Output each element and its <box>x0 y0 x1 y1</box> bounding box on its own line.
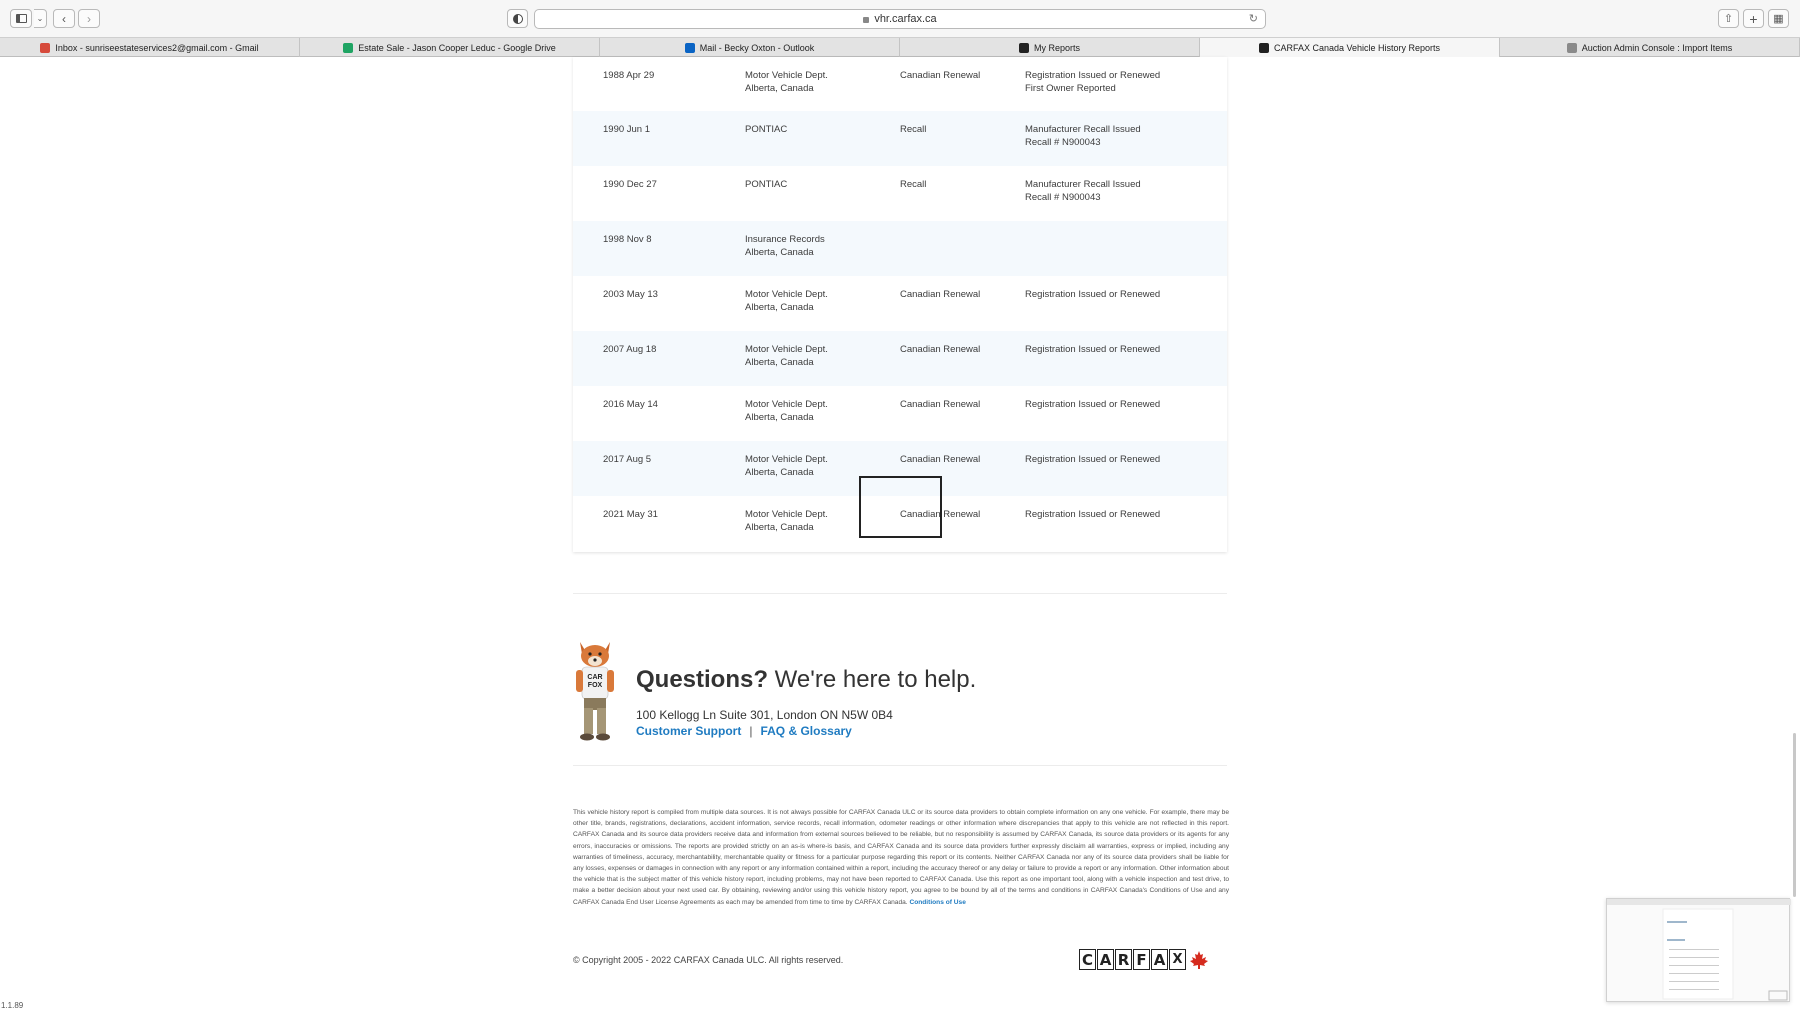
link-separator: | <box>749 724 753 738</box>
record-date-text: 2007 Aug 18 <box>603 344 657 355</box>
forward-button[interactable] <box>78 9 100 28</box>
browser-tab-label: Inbox - sunriseestateservices2@gmail.com - Gmail <box>55 42 259 53</box>
browser-tab-label: Mail - Becky Oxton - Outlook <box>699 42 815 53</box>
share-icon: ⇧ <box>1723 13 1734 25</box>
record-date-cell <box>573 496 745 551</box>
faq-glossary-link[interactable]: FAQ & Glossary <box>760 724 852 738</box>
thumbnail-image <box>1607 899 1791 1003</box>
record-source-cell <box>745 386 900 441</box>
version-label: 1.1.89 <box>1 1001 24 1010</box>
maple-leaf-icon <box>1189 950 1209 970</box>
record-type-text: Canadian Renewal <box>900 70 981 81</box>
table-row <box>573 57 1227 111</box>
tab-bar <box>0 37 1800 57</box>
help-heading-rest: We're here to help. <box>768 666 977 693</box>
record-source-text: PONTIAC <box>745 179 788 190</box>
browser-tab-label: Auction Admin Console : Import Items <box>1581 42 1733 53</box>
footer-divider <box>573 765 1227 766</box>
shield-icon <box>513 14 523 24</box>
outlook-icon <box>685 43 695 53</box>
sidebar-icon <box>16 14 27 23</box>
record-source-text: Motor Vehicle Dept. <box>745 70 828 81</box>
browser-tab[interactable] <box>900 38 1200 57</box>
record-details-text: Registration Issued or Renewed <box>1025 289 1161 300</box>
browser-tab-label: Estate Sale - Jason Cooper Leduc - Google Drive <box>358 42 556 53</box>
carfax-icon <box>1019 43 1029 53</box>
logo-letter: R <box>1115 949 1132 970</box>
record-type-cell <box>900 111 1025 166</box>
copyright-notice: © Copyright 2005 - 2022 CARFAX Canada ULC. All rights reserved. <box>573 955 844 965</box>
record-details-cell <box>1025 496 1227 551</box>
chevron-right-icon: › <box>87 11 91 26</box>
table-row <box>573 221 1227 276</box>
record-details-cell <box>1025 331 1227 386</box>
record-type-cell <box>900 57 1025 111</box>
record-source-text: Alberta, Canada <box>745 412 814 423</box>
record-type-cell <box>900 166 1025 221</box>
chevron-down-icon: ⌄ <box>36 14 44 23</box>
logo-letter: C <box>1079 949 1096 970</box>
record-details-cell <box>1025 111 1227 166</box>
record-source-cell <box>745 221 900 276</box>
record-type-text: Recall <box>900 124 927 135</box>
record-details-text: Manufacturer Recall Issued <box>1025 124 1141 135</box>
record-details-text: Registration Issued or Renewed <box>1025 344 1161 355</box>
record-details-cell <box>1025 441 1227 496</box>
record-source-cell <box>745 57 900 111</box>
share-button[interactable] <box>1718 9 1739 28</box>
record-type-cell <box>900 331 1025 386</box>
chevron-left-icon: ‹ <box>62 11 66 26</box>
app-icon <box>1567 43 1577 53</box>
svg-text:CAR: CAR <box>587 674 603 681</box>
record-details-text: Recall # N900043 <box>1025 137 1101 148</box>
legal-disclaimer <box>573 807 1229 908</box>
browser-tab[interactable] <box>1200 38 1500 57</box>
record-type-text: Canadian Renewal <box>900 509 981 520</box>
browser-tab-label: My Reports <box>1033 42 1080 53</box>
record-details-text: First Owner Reported <box>1025 83 1116 94</box>
record-source-text: Alberta, Canada <box>745 302 814 313</box>
record-date-text: 1998 Nov 8 <box>603 234 652 245</box>
record-details-text: Registration Issued or Renewed <box>1025 70 1161 81</box>
back-button[interactable] <box>53 9 75 28</box>
url-text: vhr.carfax.ca <box>874 13 937 25</box>
record-date-cell <box>573 441 745 496</box>
record-date-cell <box>573 331 745 386</box>
record-details-text: Registration Issued or Renewed <box>1025 454 1161 465</box>
carfax-logo <box>1079 949 1209 970</box>
record-details-text: Recall # N900043 <box>1025 192 1101 203</box>
record-type-cell <box>900 221 1025 276</box>
record-date-text: 2016 May 14 <box>603 399 658 410</box>
record-source-text: Alberta, Canada <box>745 83 814 94</box>
browser-tab[interactable] <box>300 38 600 57</box>
table-row <box>573 111 1227 166</box>
gmail-icon <box>40 43 50 53</box>
record-source-text: PONTIAC <box>745 124 788 135</box>
sidebar-menu-button[interactable] <box>34 9 47 28</box>
record-details-text: Registration Issued or Renewed <box>1025 509 1161 520</box>
record-date-cell <box>573 57 745 111</box>
record-source-text: Motor Vehicle Dept. <box>745 509 828 520</box>
carfax-icon <box>1259 43 1269 53</box>
conditions-of-use-link[interactable]: Conditions of Use <box>909 898 966 906</box>
grid-icon: ▦ <box>1773 13 1784 25</box>
company-address: 100 Kellogg Ln Suite 301, London ON N5W 0B4 <box>636 708 893 722</box>
disclaimer-text: This vehicle history report is compiled from multiple data sources. It is not always possible for CARFAX Canada ULC or its source data providers to obtain complete information on any one vehicle. For example, there may be other title, brands, registrations, declarations, accident information, service records, recall information, odometer readings or other information where discrepancies that apply to this vehicle are not reflected in this report. CARFAX Canada and its source data providers receive data and information from external sources believed to be reliable, but no responsibility is assumed by CARFAX Canada, its source data providers or its agents for any errors, inaccuracies or omissions. The reports are provided strictly on an as-is where-is basis, and CARFAX Canada and its source data providers further expressly disclaim all warranties, express or implied, including any warranties of timeliness, accuracy, merchantability, merchantable quality or fitness for a particular purpose regarding this report or its contents. Neither CARFAX Canada nor any of its source data providers shall be liable for any losses, expenses or damages in connection with any report or any information contained within a report, including the accuracy thereof or any delay or failure to provide a report or any information. Other information about the vehicle that is the subject matter of this vehicle history report, including problems, may not have been reported to CARFAX Canada. Use this report as one important tool, along with a vehicle inspection and test drive, to make a better decision about your next used car. By obtaining, reviewing and/or using this vehicle history report, you agree to be bound by all of the terms and conditions in CARFAX Canada's Conditions of Use and any CARFAX Canada End User License Agreements as each may be amended from time to time by CARFAX Canada. <box>573 809 1229 906</box>
record-details-cell <box>1025 386 1227 441</box>
record-date-cell <box>573 221 745 276</box>
customer-support-link[interactable]: Customer Support <box>636 724 742 738</box>
record-type-text: Canadian Renewal <box>900 454 981 465</box>
browser-toolbar <box>0 0 1800 37</box>
record-type-text: Canadian Renewal <box>900 344 981 355</box>
logo-letter: A <box>1097 949 1114 970</box>
section-divider <box>573 593 1227 594</box>
table-row <box>573 166 1227 221</box>
record-type-text: Canadian Renewal <box>900 289 981 300</box>
record-type-text: Canadian Renewal <box>900 399 981 410</box>
record-type-cell <box>900 386 1025 441</box>
browser-tab-label: CARFAX Canada Vehicle History Reports <box>1273 42 1441 53</box>
record-details-cell <box>1025 276 1227 331</box>
table-row <box>573 276 1227 331</box>
selection-box <box>859 476 942 538</box>
record-date-cell <box>573 386 745 441</box>
record-details-text: Manufacturer Recall Issued <box>1025 179 1141 190</box>
tab-overview-button[interactable] <box>1768 9 1789 28</box>
google-drive-icon <box>343 43 353 53</box>
record-details-text: Registration Issued or Renewed <box>1025 399 1161 410</box>
record-source-text: Alberta, Canada <box>745 247 814 258</box>
reload-icon[interactable]: ↻ <box>1248 13 1258 25</box>
record-type-cell <box>900 276 1025 331</box>
privacy-report-button[interactable] <box>507 9 528 28</box>
record-source-text: Insurance Records <box>745 234 825 245</box>
record-date-cell <box>573 166 745 221</box>
page-scrollbar[interactable] <box>1793 733 1796 897</box>
record-date-cell <box>573 276 745 331</box>
browser-tab[interactable] <box>0 38 300 57</box>
record-date-text: 1990 Dec 27 <box>603 179 657 190</box>
record-source-cell <box>745 276 900 331</box>
address-bar[interactable] <box>534 9 1266 29</box>
record-date-text: 2003 May 13 <box>603 289 658 300</box>
record-source-cell <box>745 166 900 221</box>
record-source-text: Alberta, Canada <box>745 357 814 368</box>
help-heading <box>636 666 976 694</box>
record-type-text: Recall <box>900 179 927 190</box>
record-source-cell <box>745 111 900 166</box>
record-date-text: 1988 Apr 29 <box>603 70 655 81</box>
help-heading-bold: Questions? <box>636 666 769 693</box>
record-source-text: Alberta, Canada <box>745 522 814 533</box>
record-date-text: 2017 Aug 5 <box>603 454 652 465</box>
record-details-cell <box>1025 221 1227 276</box>
carfox-mascot-image <box>572 638 618 742</box>
page-thumbnail-preview <box>1606 898 1790 1002</box>
logo-letter: A <box>1151 949 1168 970</box>
lock-icon <box>863 17 869 23</box>
plus-icon: + <box>1749 10 1758 27</box>
table-row <box>573 331 1227 386</box>
record-details-cell <box>1025 57 1227 111</box>
record-date-cell <box>573 111 745 166</box>
browser-tab[interactable] <box>1500 38 1800 57</box>
record-source-text: Motor Vehicle Dept. <box>745 344 828 355</box>
help-links <box>636 724 852 738</box>
record-date-text: 2021 May 31 <box>603 509 658 520</box>
record-details-cell <box>1025 166 1227 221</box>
record-source-text: Alberta, Canada <box>745 467 814 478</box>
browser-tab[interactable] <box>600 38 900 57</box>
table-row <box>573 386 1227 441</box>
record-source-cell <box>745 331 900 386</box>
svg-text:FOX: FOX <box>587 682 603 689</box>
sidebar-toggle-button[interactable] <box>10 9 32 28</box>
record-date-text: 1990 Jun 1 <box>603 124 651 135</box>
logo-letter: X <box>1169 949 1186 970</box>
record-source-text: Motor Vehicle Dept. <box>745 289 828 300</box>
new-tab-button[interactable] <box>1743 9 1764 28</box>
record-source-text: Motor Vehicle Dept. <box>745 454 828 465</box>
logo-letter: F <box>1133 949 1150 970</box>
record-source-text: Motor Vehicle Dept. <box>745 399 828 410</box>
